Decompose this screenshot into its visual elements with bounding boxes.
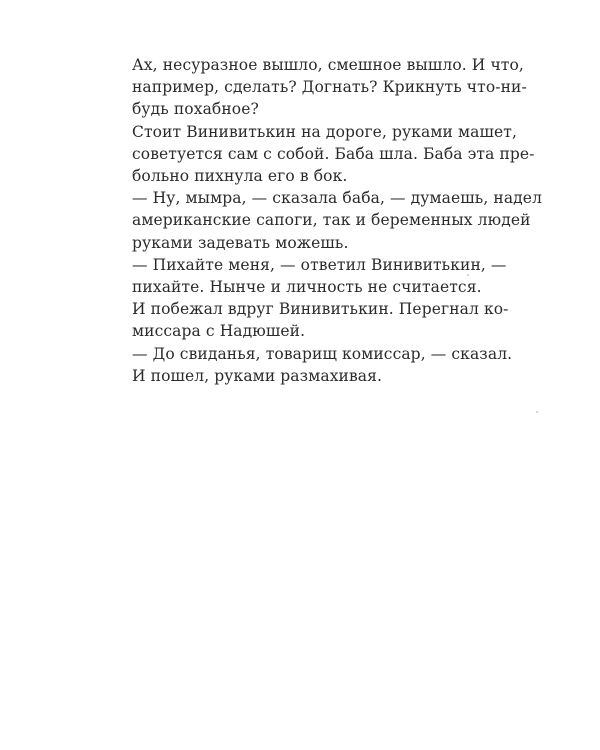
text-line: Стоит Винивитькин на дороге, руками машет,: [132, 122, 517, 141]
text-line: советуется сам с собой. Баба шла. Баба эта пре-: [132, 144, 535, 163]
text-line: больно пихнула его в бок.: [132, 167, 348, 186]
text-line: — До свиданья, товарищ комиссар, — сказал.: [132, 344, 513, 363]
text-line: пихайте. Нынче и личность не считается.: [132, 278, 482, 297]
paragraph-6: [110, 343, 513, 387]
text-line: И побежал вдруг Винивитькин. Перегнал ко-: [132, 300, 509, 319]
text-line: Ах, несуразное вышло, смешное вышло. И что,: [132, 56, 524, 74]
paragraph-2: [110, 121, 535, 188]
text-line: И пошел, руками размахивая.: [132, 366, 383, 385]
body-text: [110, 54, 543, 387]
text-line: руками задевать можешь.: [132, 233, 349, 252]
paper-speck: [467, 274, 469, 276]
paragraph-4: [110, 254, 508, 298]
paragraph-3: [110, 187, 543, 254]
text-line: миссара с Надюшей.: [132, 322, 306, 341]
text-line: например, сделать? Догнать? Крикнуть что-ни-: [132, 78, 527, 97]
paper-speck: [536, 411, 538, 413]
text-line: будь похабное?: [132, 100, 259, 119]
text-line: — Ну, мымра, — сказала баба, — думаешь, надел: [132, 189, 543, 208]
paragraph-5: [110, 298, 508, 342]
text-line: — Пихайте меня, — ответил Винивитькин, —: [132, 255, 507, 274]
paragraph-1: [110, 54, 527, 121]
text-line: американские сапоги, так и беременных людей: [132, 211, 531, 230]
